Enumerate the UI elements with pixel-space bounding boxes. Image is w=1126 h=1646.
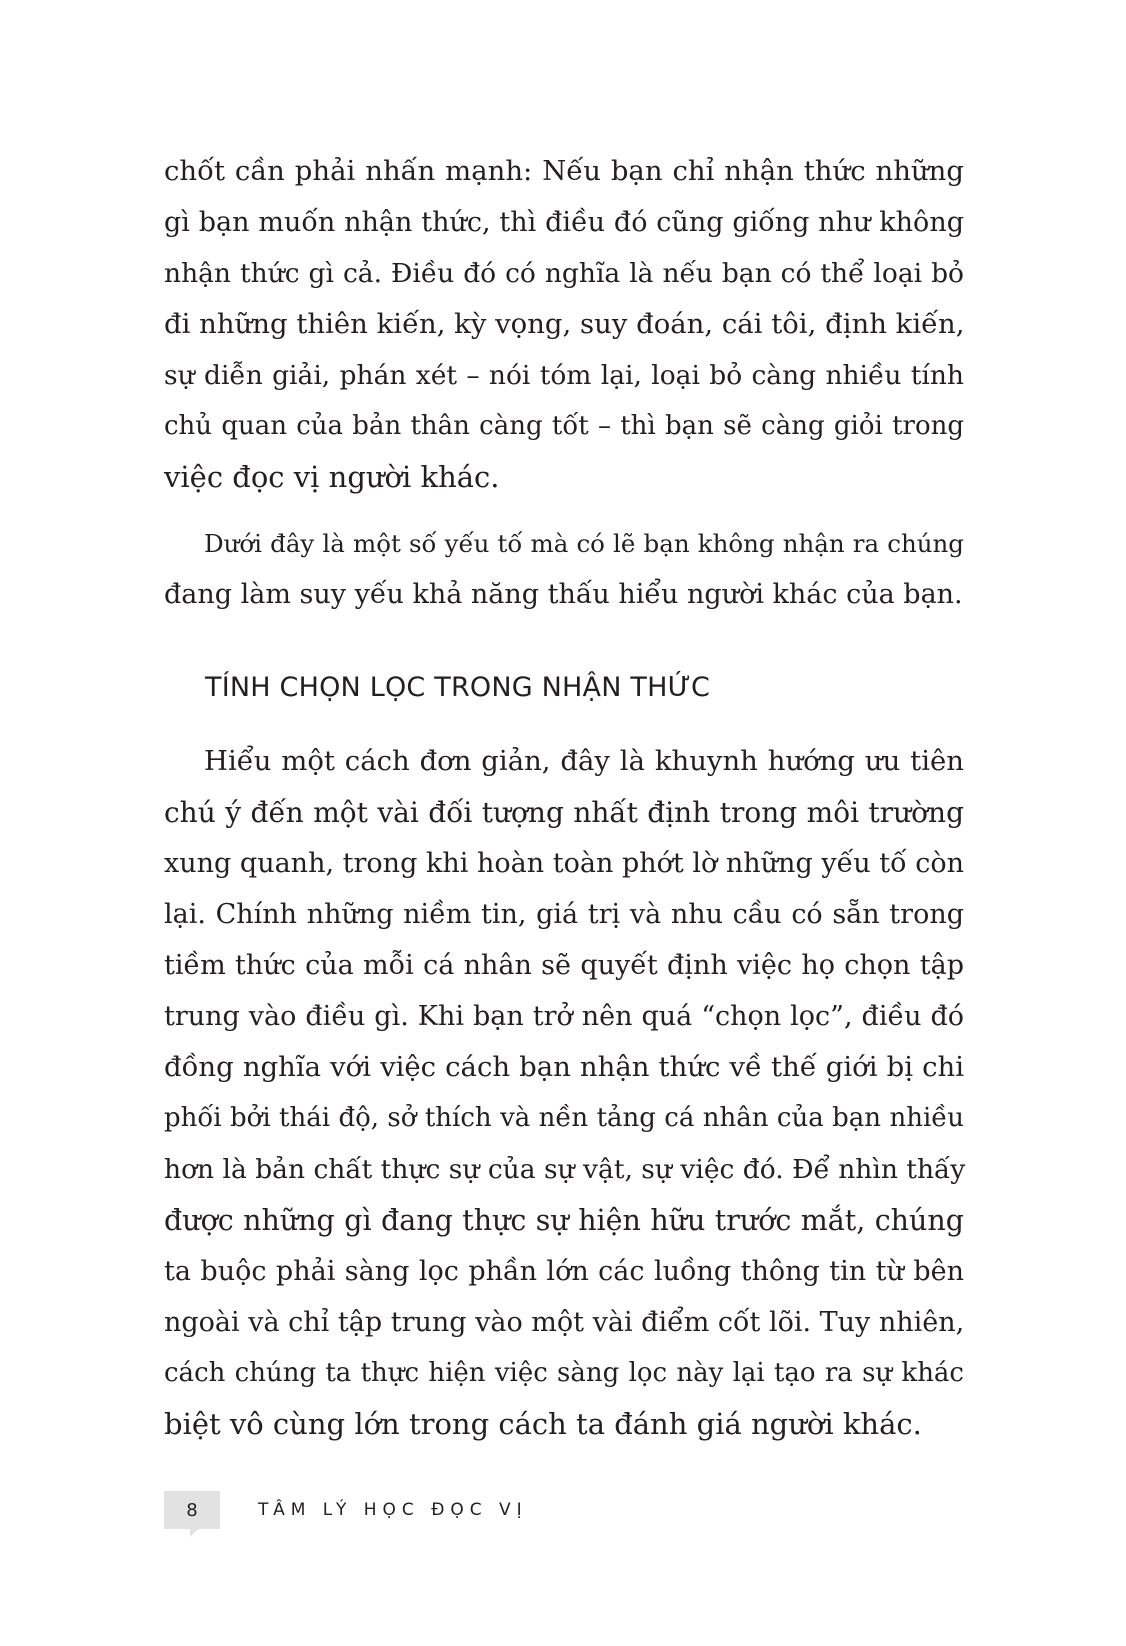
text-line: gì bạn muốn nhận thức, thì điều đó cũng giống như không [164,207,964,238]
text-line: Dưới đây là một số yếu tố mà có lẽ bạn không nhận ra chúng [204,529,964,558]
text-line: tiềm thức của mỗi cá nhân sẽ quyết định việc họ chọn tập [164,950,964,981]
text-line: đang làm suy yếu khả năng thấu hiểu người khác của bạn. [164,579,963,610]
page-footer [164,1490,528,1530]
text-line: chủ quan của bản thân càng tốt – thì bạn sẽ càng giỏi trong [164,411,964,441]
text-line: lại. Chính những niềm tin, giá trị và nhu cầu có sẵn trong [164,899,964,930]
text-line: đồng nghĩa với việc cách bạn nhận thức về thế giới bị chi [164,1051,964,1083]
text-line: xung quanh, trong khi hoàn toàn phớt lờ những yếu tố còn [164,848,964,879]
text-line: nhận thức gì cả. Điều đó có nghĩa là nếu bạn có thể loại bỏ [164,258,964,289]
text-line: cách chúng ta thực hiện việc sàng lọc này lại tạo ra sự khác [164,1358,964,1388]
text-line: chốt cần phải nhấn mạnh: Nếu bạn chỉ nhận thức những [164,155,964,187]
text-line: đi những thiên kiến, kỳ vọng, suy đoán, cái tôi, định kiến, [164,308,965,340]
text-line: ta buộc phải sàng lọc phần lớn các luồng thông tin từ bên [164,1256,964,1287]
text-line: phối bởi thái độ, sở thích và nền tảng cá nhân của bạn nhiều [164,1103,964,1133]
text-line: trung vào điều gì. Khi bạn trở nên quá “chọn lọc”, điều đó [164,1001,964,1032]
paragraph-continuation [164,146,964,503]
section-heading [205,670,710,706]
text-line: biệt vô cùng lớn trong cách ta đánh giá người khác. [164,1407,922,1441]
page-number: 8 [186,1499,198,1521]
text-line: ngoài và chỉ tập trung vào một vài điểm cốt lõi. Tuy nhiên, [164,1307,965,1338]
text-line: việc đọc vị người khác. [164,460,500,494]
paragraph-intro [164,518,964,620]
running-title: TÂM LÝ HỌC ĐỌC VỊ [258,1500,528,1520]
text-line: sự diễn giải, phán xét – nói tóm lại, loại bỏ càng nhiều tính [164,360,964,391]
text-line: hơn là bản chất thực sự của sự vật, sự việc đó. Để nhìn thấy [164,1154,966,1185]
page-number-badge [164,1491,220,1529]
text-line: chú ý đến một vài đối tượng nhất định trong môi trường [164,796,964,829]
text-line: được những gì đang thực sự hiện hữu trước mắt, chúng [164,1204,964,1237]
paragraph-body [164,736,964,1450]
text-line: Hiểu một cách đơn giản, đây là khuynh hướng ưu tiên [204,745,964,777]
section-heading-text: TÍNH CHỌN LỌC TRONG NHẬN THỨC [205,672,711,703]
